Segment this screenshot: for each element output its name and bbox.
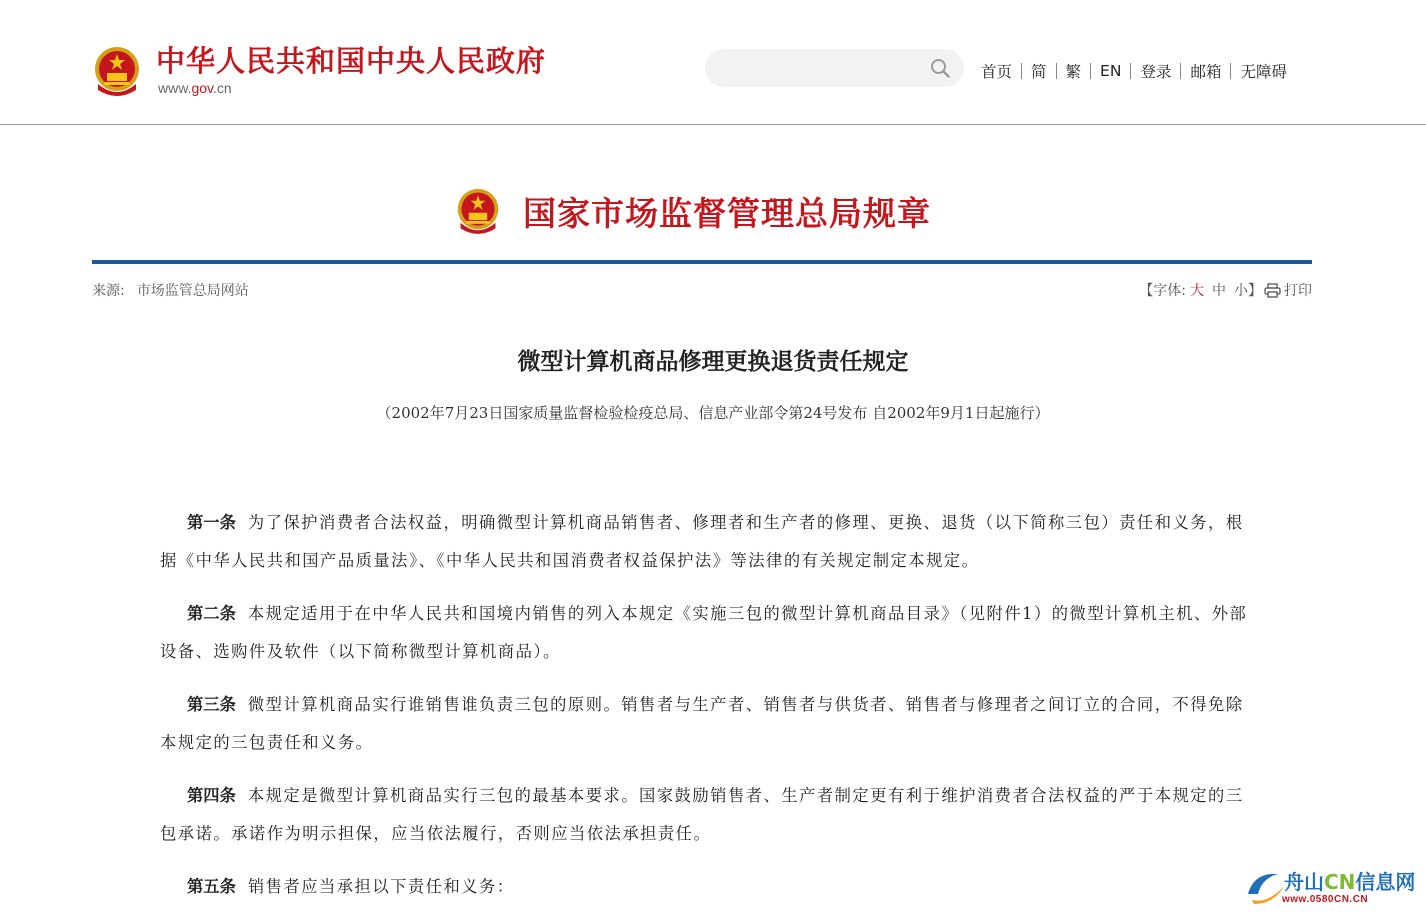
article-paragraph: [160, 595, 1250, 671]
nav-english[interactable]: EN: [1100, 62, 1122, 80]
source-info: [92, 280, 249, 300]
watermark-text: [1284, 866, 1415, 895]
print-button[interactable]: 打印: [1284, 283, 1312, 299]
top-nav: [972, 60, 1296, 82]
watermark-name-cn: CN: [1324, 870, 1356, 894]
article-number: 第五条: [187, 877, 236, 896]
section-banner-title: 国家市场监督管理总局规章: [523, 194, 931, 233]
font-size-controls: [1139, 280, 1312, 300]
nav-traditional[interactable]: 繁: [1065, 63, 1082, 81]
nav-login[interactable]: 登录: [1140, 63, 1172, 81]
site-url-suffix: .cn: [213, 80, 232, 96]
document-title: 微型计算机商品修理更换退货责任规定: [517, 348, 909, 375]
article-text: 微型计算机商品实行谁销售谁负责三包的原则。销售者与生产者、销售者与供货者、销售者与修理者之间订立的合同，不得免除本规定的三包责任和义务。: [160, 695, 1244, 752]
watermark-name-b: 信息网: [1355, 870, 1416, 894]
banner-divider: [92, 260, 1312, 264]
font-size-medium-button[interactable]: 中: [1212, 283, 1226, 299]
printer-icon[interactable]: [1264, 283, 1281, 298]
search-icon[interactable]: [930, 58, 950, 78]
nav-mail[interactable]: 邮箱: [1190, 63, 1222, 81]
article-paragraph: [160, 777, 1250, 853]
font-size-large-button[interactable]: 大: [1190, 283, 1204, 299]
source-label: 来源:: [92, 283, 125, 299]
font-size-small-button[interactable]: 小】: [1234, 283, 1262, 299]
article-paragraph: [160, 686, 1250, 762]
watermark-url: www.0580CN.CN: [1282, 894, 1369, 905]
source-value: 市场监管总局网站: [136, 283, 249, 299]
article-number: 第二条: [187, 604, 236, 623]
national-emblem-icon[interactable]: [92, 42, 142, 98]
article-text: 销售者应当承担以下责任和义务：: [247, 877, 515, 896]
watermark-logo: [1244, 862, 1422, 912]
article-paragraph: [160, 504, 1250, 580]
site-url[interactable]: [158, 80, 232, 96]
site-header: [0, 0, 1426, 125]
article-paragraph: [160, 868, 1250, 906]
site-url-prefix: www.: [158, 80, 192, 96]
nav-accessibility[interactable]: 无障碍: [1240, 63, 1287, 81]
nav-simplified[interactable]: 简: [1031, 63, 1047, 81]
site-title[interactable]: 中华人民共和国中央人民政府: [156, 44, 547, 78]
article-body: [160, 504, 1250, 921]
article-number: 第三条: [187, 695, 236, 714]
nav-home[interactable]: 首页: [981, 63, 1013, 81]
search-input[interactable]: [705, 49, 964, 87]
article-number: 第四条: [187, 786, 236, 805]
font-size-label: 【字体:: [1139, 283, 1186, 299]
site-url-domain: gov: [191, 80, 213, 96]
watermark-name-a: 舟山: [1284, 870, 1324, 894]
article-text: 为了保护消费者合法权益，明确微型计算机商品销售者、修理者和生产者的修理、更换、退货（以下简称三包）责任和义务，根据《中华人民共和国产品质量法》、《中华人民共和国消费者权益保护法》等法律的有关规定制定本规定。: [160, 513, 1244, 570]
article-text: 本规定是微型计算机商品实行三包的最基本要求。国家鼓励销售者、生产者制定更有利于维护消费者合法权益的严于本规定的三包承诺。承诺作为明示担保，应当依法履行，否则应当依法承担责任。: [160, 786, 1244, 843]
article-text: 本规定适用于在中华人民共和国境内销售的列入本规定《实施三包的微型计算机商品目录》（见附件1）的微型计算机主机、外部设备、选购件及软件（以下简称微型计算机商品）。: [160, 604, 1248, 661]
national-emblem-icon: [455, 184, 501, 236]
article-number: 第一条: [187, 513, 236, 532]
document-subtitle: （2002年7月23日国家质量监督检验检疫总局、信息产业部令第24号发布 自2002年9月1日起施行）: [376, 404, 1050, 422]
